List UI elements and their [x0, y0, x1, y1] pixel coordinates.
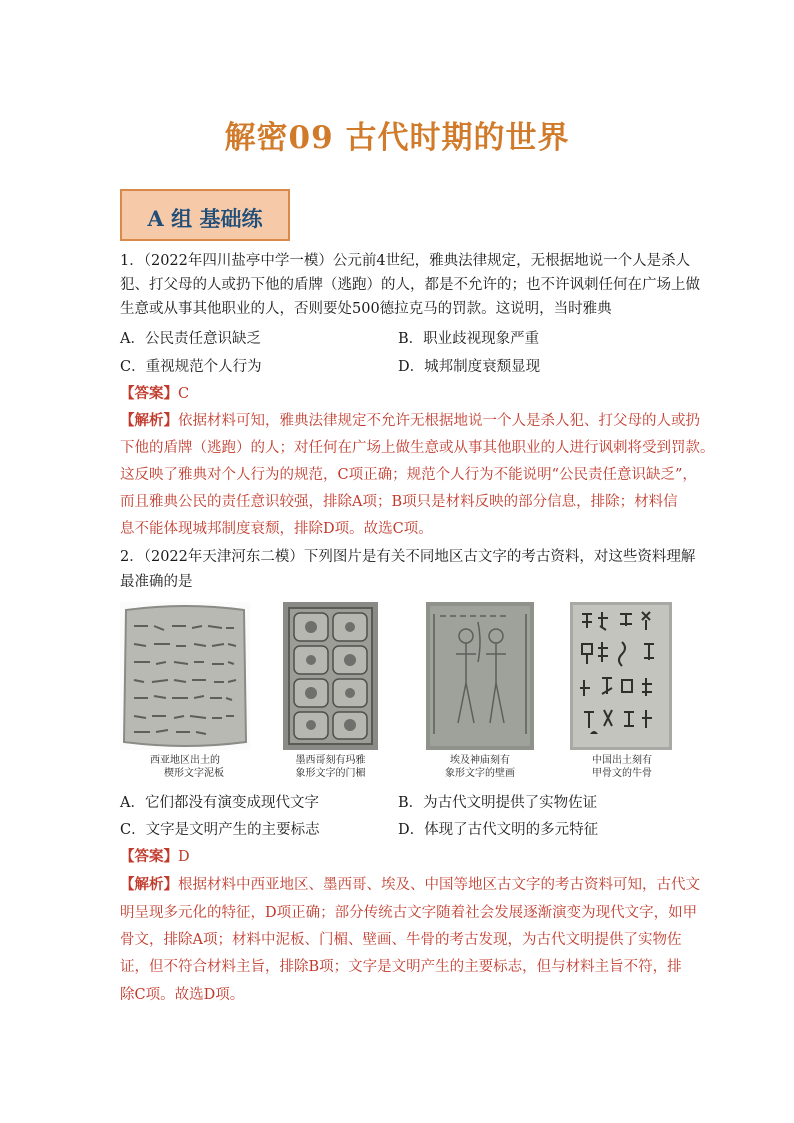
caption-line: 甲骨文的牛骨: [592, 768, 652, 779]
group-label: A 组 基础练: [147, 206, 263, 231]
q2-line: 2．（2022年天津河东二模）下列图片是有关不同地区古文字的考古资料，对这些资料理解: [120, 549, 696, 565]
caption-line: 楔形文字泥板: [164, 768, 224, 779]
caption-line: 西亚地区出土的: [150, 755, 220, 766]
egyptian-relief-image: [426, 602, 534, 750]
q2-analysis-line: [120, 876, 700, 894]
q1-analysis-line: 息不能体现城邦制度衰颓，排除D项。故选C项。: [120, 521, 433, 537]
q2-analysis-line: 骨文，排除A项；材料中泥板、门楣、壁画、牛骨的考古发现，为古代文明提供了实物佐: [120, 932, 682, 948]
q1-option-a: A．公民责任意识缺乏: [120, 331, 261, 347]
q2-option-d: D．体现了古代文明的多元特征: [398, 822, 599, 838]
caption-line: 象形文字的门楣: [295, 768, 366, 779]
group-banner: [120, 189, 290, 241]
q2-answer: [120, 848, 190, 866]
page-title: 解密09 古代时期的世界: [224, 120, 570, 156]
q2-option-a: A．它们都没有演变成现代文字: [120, 795, 319, 811]
answer-value: C: [178, 386, 190, 402]
q1-option-c: C．重视规范个人行为: [120, 359, 262, 375]
q1-option-b: B．职业歧视现象严重: [398, 331, 540, 347]
q2-line: 最准确的是: [120, 574, 193, 590]
q2-option-c: C．文字是文明产生的主要标志: [120, 822, 320, 838]
oracle-bone-image: [570, 602, 672, 750]
q1-line: 犯、打父母的人或扔下他的盾牌（逃跑）的人，都是不允许的；也不许讽刺任何在广场上做: [120, 277, 700, 293]
q1-answer: [120, 385, 189, 403]
q1-analysis-line: 而且雅典公民的责任意识较强，排除A项；B项只是材料反映的部分信息，排除；材料信: [120, 494, 678, 510]
analysis-tag: 【解析】: [120, 876, 178, 893]
q2-option-b: B．为古代文明提供了实物佐证: [398, 795, 598, 811]
cuneiform-tablet-image: [120, 602, 250, 750]
caption-line: 中国出土刻有: [592, 755, 652, 766]
q1-analysis-line: [120, 412, 700, 430]
image-caption: [428, 754, 532, 780]
caption-line: 象形文字的壁画: [445, 768, 515, 779]
analysis-tag: 【解析】: [120, 412, 178, 429]
answer-value: D: [178, 849, 190, 865]
q1-line: 生意或从事其他职业的人，否则要处500德拉克马的罚款。这说明，当时雅典: [120, 301, 612, 317]
answer-tag: 【答案】: [120, 385, 178, 402]
image-caption: [278, 754, 383, 780]
answer-tag: 【答案】: [120, 848, 178, 865]
caption-line: 埃及神庙刻有: [450, 755, 510, 766]
q2-analysis-line: 除C项。故选D项。: [120, 987, 245, 1003]
analysis-text: 根据材料中西亚地区、墨西哥、埃及、中国等地区古文字的考古资料可知，古代文: [178, 877, 700, 893]
image-caption: [572, 754, 672, 780]
q1-option-d: D．城邦制度衰颓显现: [398, 359, 541, 375]
analysis-text: 依据材料可知，雅典法律规定不允许无根据地说一个人是杀人犯、打父母的人或扔: [178, 413, 700, 429]
maya-lintel-image: [283, 602, 378, 750]
q2-analysis-line: 明呈现多元化的特征，D项正确；部分传统古文字随着社会发展逐渐演变为现代文字，如甲: [120, 905, 698, 921]
image-caption: [120, 754, 250, 780]
q1-line: 1．（2022年四川盐亭中学一模）公元前4世纪，雅典法律规定，无根据地说一个人是杀人: [120, 253, 691, 269]
q1-analysis-line: 这反映了雅典对个人行为的规范，C项正确；规范个人行为不能说明“公民责任意识缺乏”，: [120, 467, 697, 483]
caption-line: 墨西哥刻有玛雅: [295, 755, 366, 766]
q1-analysis-line: 下他的盾牌（逃跑）的人；对任何在广场上做生意或从事其他职业的人进行讽刺将受到罚款。: [120, 440, 715, 456]
q2-analysis-line: 证，但不符合材料主旨，排除B项；文字是文明产生的主要标志，但与材料主旨不符，排: [120, 959, 682, 975]
